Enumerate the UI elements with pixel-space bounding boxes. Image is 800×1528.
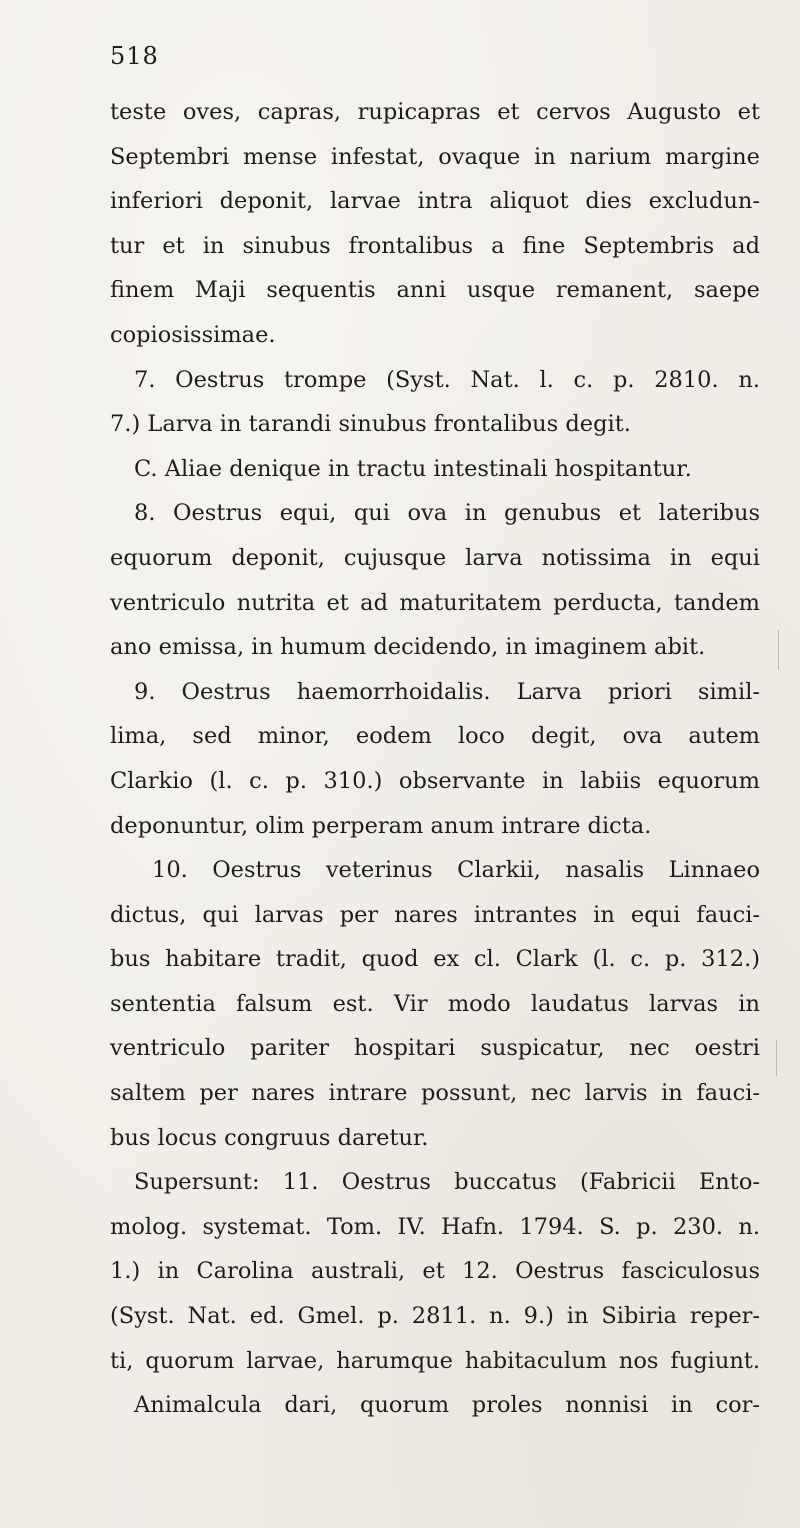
margin-mark xyxy=(778,630,779,670)
text-line: copiosissimae. xyxy=(110,321,276,348)
text-line: 7. Oestrus trompe (Syst. Nat. l. c. p. 2810. n. xyxy=(134,366,760,393)
text-line: deponuntur, olim perperam anum intrare dicta. xyxy=(110,812,652,839)
page-number: 518 xyxy=(110,42,159,70)
text-line: ano emissa, in humum decidendo, in imaginem abit. xyxy=(110,634,706,661)
text-line: Supersunt: 11. Oestrus buccatus (Fabricii Ento- xyxy=(134,1169,760,1196)
text-line: 9. Oestrus haemorrhoidalis. Larva priori simil- xyxy=(134,678,760,705)
text-line: 7.) Larva in tarandi sinubus frontalibus degit. xyxy=(110,411,631,438)
text-line: ti, quorum larvae, harumque habitaculum nos fugiunt. xyxy=(110,1347,760,1374)
text-line: dictus, qui larvas per nares intrantes in equi fauci- xyxy=(110,901,760,928)
text-line: 10. Oestrus veterinus Clarkii, nasalis Linnaeo xyxy=(152,857,760,884)
text-line: tur et in sinubus frontalibus a fine Septembris ad xyxy=(110,232,760,259)
text-line: bus locus congruus daretur. xyxy=(110,1124,429,1151)
text-line: molog. systemat. Tom. IV. Hafn. 1794. S. p. 230. n. xyxy=(110,1213,760,1240)
text-line: equorum deponit, cujusque larva notissima in equi xyxy=(110,544,760,571)
text-line: Septembri mense infestat, ovaque in narium margine xyxy=(110,143,760,170)
text-line: 1.) in Carolina australi, et 12. Oestrus fasciculosus xyxy=(110,1258,760,1285)
text-line: finem Maji sequentis anni usque remanent, saepe xyxy=(110,277,760,304)
text-line: ventriculo pariter hospitari suspicatur, nec oestri xyxy=(110,1035,760,1062)
text-line: teste oves, capras, rupicapras et cervos Augusto et xyxy=(110,99,760,125)
text-line: lima, sed minor, eodem loco degit, ova autem xyxy=(110,723,760,750)
body-text xyxy=(110,90,760,1428)
text-line: 8. Oestrus equi, qui ova in genubus et lateribus xyxy=(134,500,760,527)
text-line: ventriculo nutrita et ad maturitatem perducta, tandem xyxy=(110,589,760,616)
text-line: Clarkio (l. c. p. 310.) observante in labiis equorum xyxy=(110,767,760,794)
text-line: sententia falsum est. Vir modo laudatus larvas in xyxy=(110,990,760,1017)
text-line: C. Aliae denique in tractu intestinali hospitantur. xyxy=(134,455,692,482)
text-line: Animalcula dari, quorum proles nonnisi in cor- xyxy=(134,1392,760,1419)
text-line: (Syst. Nat. ed. Gmel. p. 2811. n. 9.) in Sibiria reper- xyxy=(110,1303,760,1330)
text-line: saltem per nares intrare possunt, nec larvis in fauci- xyxy=(110,1080,760,1107)
text-line: bus habitare tradit, quod ex cl. Clark (l. c. p. 312.) xyxy=(110,946,760,973)
text-line: inferiori deponit, larvae intra aliquot dies excludun- xyxy=(110,188,760,215)
margin-mark xyxy=(776,1040,777,1076)
